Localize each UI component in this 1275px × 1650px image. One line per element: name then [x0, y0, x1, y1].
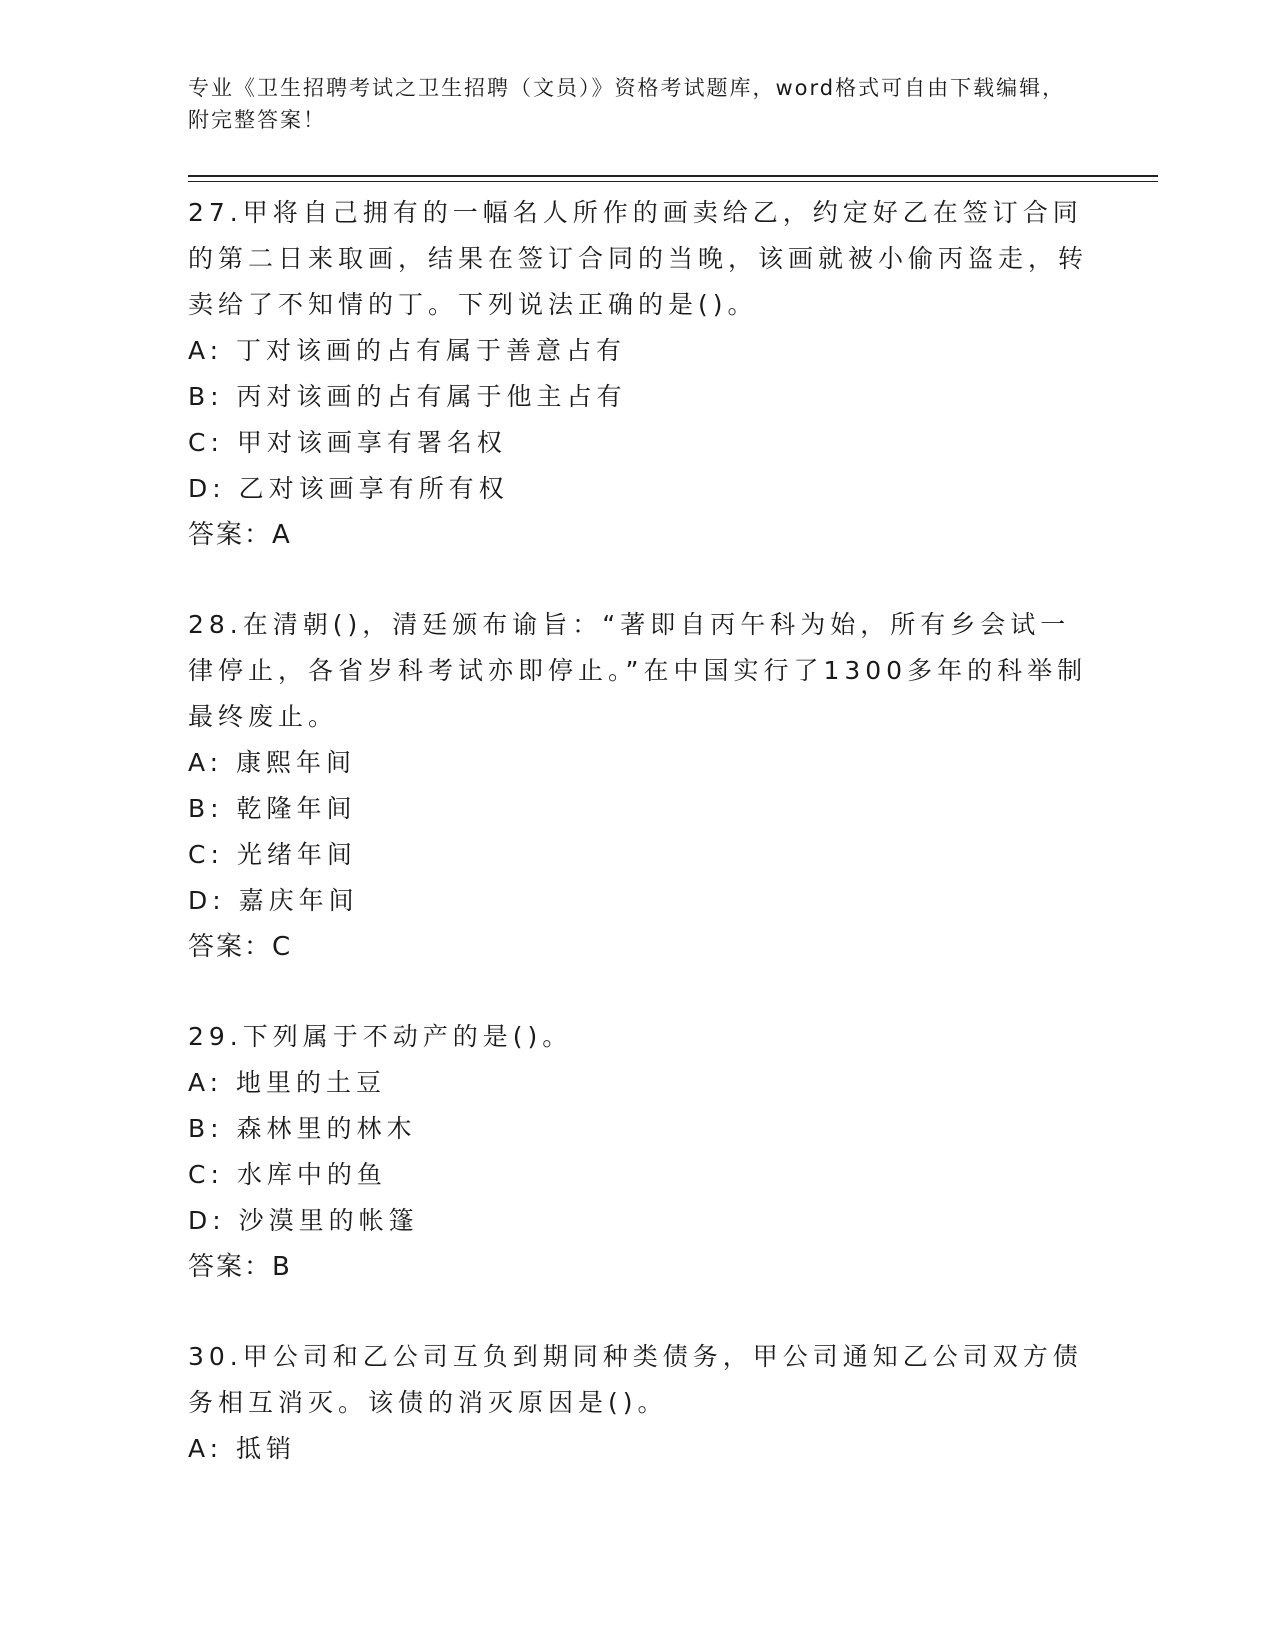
question-29	[188, 1014, 1088, 1290]
question-stem: 29.下列属于不动产的是()。	[188, 1022, 573, 1051]
option-d: D: 沙漠里的帐篷	[188, 1206, 419, 1235]
option-d: D: 嘉庆年间	[188, 886, 359, 915]
option-c: C: 甲对该画享有署名权	[188, 428, 507, 457]
header-divider-thick	[188, 175, 1158, 177]
answer-line: 答案：C	[188, 932, 293, 962]
question-27	[188, 190, 1088, 558]
question-stem: 30.甲公司和乙公司互负到期同种类债务，甲公司通知乙公司双方债务相互消灭。该债的消灭原因是()。	[188, 1342, 1083, 1417]
question-stem: 28.在清朝()，清廷颁布谕旨：“著即自丙午科为始，所有乡会试一律停止，各省岁科考试亦即停止。”在中国实行了1300多年的科举制最终废止。	[188, 610, 1088, 731]
question-30	[188, 1334, 1088, 1472]
question-stem: 27.甲将自己拥有的一幅名人所作的画卖给乙，约定好乙在签订合同的第二日来取画，结果在签订合同的当晚，该画就被小偷丙盗走，转卖给了不知情的丁。下列说法正确的是()。	[188, 198, 1089, 319]
option-a: A: 丁对该画的占有属于善意占有	[188, 336, 627, 365]
option-a: A: 地里的土豆	[188, 1068, 387, 1097]
option-a: A: 康熙年间	[188, 748, 357, 777]
header-divider-thin	[188, 181, 1158, 182]
question-list	[188, 190, 1088, 1516]
document-header: 专业《卫生招聘考试之卫生招聘（文员）》资格考试题库，word格式可自由下载编辑，附完整答案！	[188, 76, 1066, 132]
answer-line: 答案：B	[188, 1252, 292, 1282]
option-d: D: 乙对该画享有所有权	[188, 474, 509, 503]
question-28	[188, 602, 1088, 970]
answer-line: 答案：A	[188, 520, 292, 550]
option-b: B: 乾隆年间	[188, 794, 357, 823]
option-a: A: 抵销	[188, 1434, 297, 1463]
option-c: C: 水库中的鱼	[188, 1160, 387, 1189]
option-c: C: 光绪年间	[188, 840, 357, 869]
option-b: B: 丙对该画的占有属于他主占有	[188, 382, 627, 411]
option-b: B: 森林里的林木	[188, 1114, 417, 1143]
